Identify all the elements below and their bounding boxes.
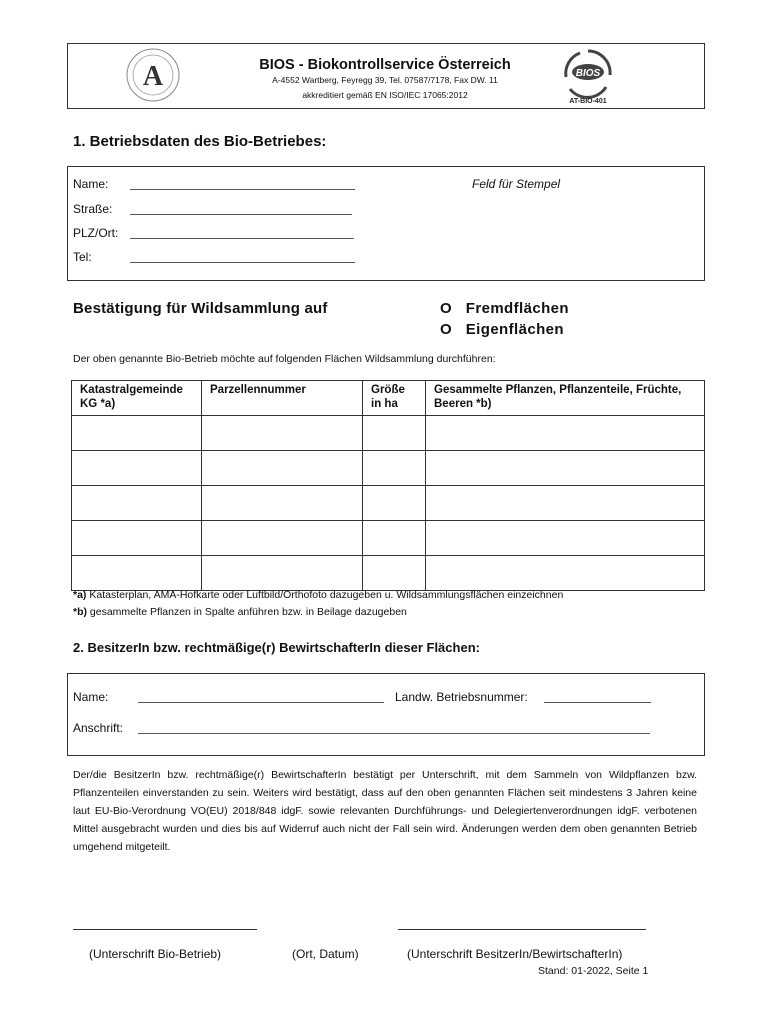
owner-name-label: Name:	[73, 690, 109, 704]
signature-label-place-date: (Ort, Datum)	[292, 947, 359, 961]
zip-city-label: PLZ/Ort:	[73, 226, 119, 240]
owner-address-label: Anschrift:	[73, 721, 124, 735]
col-header-kg: Katastralgemeinde KG *a)	[72, 381, 202, 416]
bios-logo-code: AT-BIO-401	[569, 98, 607, 105]
section2-title: 2. BesitzerIn bzw. rechtmäßige(r) BewirtschafterIn dieser Flächen:	[73, 640, 480, 655]
table-cell[interactable]	[72, 486, 202, 521]
footnote-a: *a) Katasterplan, AMA-Hofkarte oder Luftbild/Orthofoto dazugeben u. Wildsammlungsflächen einzeichnen	[73, 589, 564, 601]
collection-areas-table	[71, 380, 705, 591]
table-cell[interactable]	[426, 556, 705, 591]
table-cell[interactable]	[426, 521, 705, 556]
table-cell[interactable]	[202, 486, 363, 521]
col-header-plants: Gesammelte Pflanzen, Pflanzenteile, Früchte, Beeren *b)	[426, 381, 705, 416]
phone-field[interactable]	[130, 262, 355, 263]
table-cell[interactable]	[363, 416, 426, 451]
org-title: BIOS - Biokontrollservice Österreich	[259, 57, 511, 73]
name-field[interactable]	[130, 189, 355, 190]
option-marker: O	[440, 321, 453, 338]
table-cell[interactable]	[72, 416, 202, 451]
bios-logo	[556, 45, 620, 107]
name-label: Name:	[73, 177, 109, 191]
owner-address-field[interactable]	[138, 733, 650, 734]
collection-intro: Der oben genannte Bio-Betrieb möchte auf folgenden Flächen Wildsammlung durchführen:	[73, 353, 496, 365]
signature-label-owner: (Unterschrift BesitzerIn/BewirtschafterIn)	[407, 947, 623, 961]
phone-label: Tel:	[73, 250, 92, 264]
table-cell[interactable]	[202, 521, 363, 556]
farm-number-label: Landw. Betriebsnummer:	[395, 690, 528, 704]
zip-city-field[interactable]	[130, 238, 354, 239]
farm-number-field[interactable]	[544, 702, 651, 703]
option-marker: O	[440, 300, 453, 317]
table-row	[72, 556, 705, 591]
table-row	[72, 451, 705, 486]
table-cell[interactable]	[72, 556, 202, 591]
accreditation-logo-letter: A	[142, 61, 164, 92]
table-cell[interactable]	[363, 556, 426, 591]
table-row	[72, 416, 705, 451]
table-cell[interactable]	[72, 521, 202, 556]
table-cell[interactable]	[202, 556, 363, 591]
table-header-row	[72, 381, 705, 416]
table-row	[72, 486, 705, 521]
col-header-parcel: Parzellennummer	[202, 381, 363, 416]
street-label: Straße:	[73, 202, 113, 216]
signature-label-farm: (Unterschrift Bio-Betrieb)	[89, 947, 222, 961]
confirmation-title: Bestätigung für Wildsammlung auf	[73, 300, 328, 317]
stamp-field-label: Feld für Stempel	[472, 177, 561, 191]
option-label: Eigenflächen	[465, 321, 564, 338]
table-cell[interactable]	[426, 451, 705, 486]
signature-line-farm[interactable]	[73, 929, 257, 930]
org-accreditation: akkreditiert gemäß EN ISO/IEC 17065:2012	[302, 90, 468, 100]
street-field[interactable]	[130, 214, 352, 215]
footnote-b: *b) gesammelte Pflanzen in Spalte anführen bzw. in Beilage dazugeben	[73, 606, 407, 618]
table-cell[interactable]	[72, 451, 202, 486]
declaration-text: Der/die BesitzerIn bzw. rechtmäßige(r) BewirtschafterIn bestätigt per Unterschrift, mit dem Sammeln von Wildpflanzen bzw. Pflanzenteilen einverstanden zu sein. Weiters wird bestätigt, dass auf den oben genannten Flächen seit mindestens 3 Jahren keine laut EU-Bio-Verordnung VO(EU) 2018/848 idgF. sowie relevanten Durchführungs- und Delegiertenverordnungen idgF. verbotenen Mittel ausgebracht wurden und dies bis auf Widerruf auch nicht der Fall sein wird. Änderungen werden dem oben genannten Betrieb umgehend mitgeteilt.	[73, 769, 697, 853]
owner-box	[67, 673, 705, 756]
table-cell[interactable]	[202, 451, 363, 486]
col-header-size: Größe in ha	[363, 381, 426, 416]
option-fremdflaechen[interactable]	[440, 300, 569, 317]
table-cell[interactable]	[426, 416, 705, 451]
signature-line-owner[interactable]	[398, 929, 646, 930]
farm-data-box	[67, 166, 705, 281]
table-cell[interactable]	[426, 486, 705, 521]
bios-logo-text: BIOS	[575, 68, 601, 79]
table-cell[interactable]	[202, 416, 363, 451]
option-label: Fremdflächen	[465, 300, 569, 317]
table-row	[72, 521, 705, 556]
option-eigenflaechen[interactable]	[440, 321, 564, 338]
table-cell[interactable]	[363, 521, 426, 556]
org-address: A-4552 Wartberg, Feyregg 39, Tel. 07587/7178, Fax DW. 11	[272, 75, 498, 85]
page-footer: Stand: 01-2022, Seite 1	[538, 965, 649, 977]
owner-name-field[interactable]	[138, 702, 384, 703]
section1-title: 1. Betriebsdaten des Bio-Betriebes:	[73, 133, 327, 150]
table-cell[interactable]	[363, 451, 426, 486]
table-cell[interactable]	[363, 486, 426, 521]
